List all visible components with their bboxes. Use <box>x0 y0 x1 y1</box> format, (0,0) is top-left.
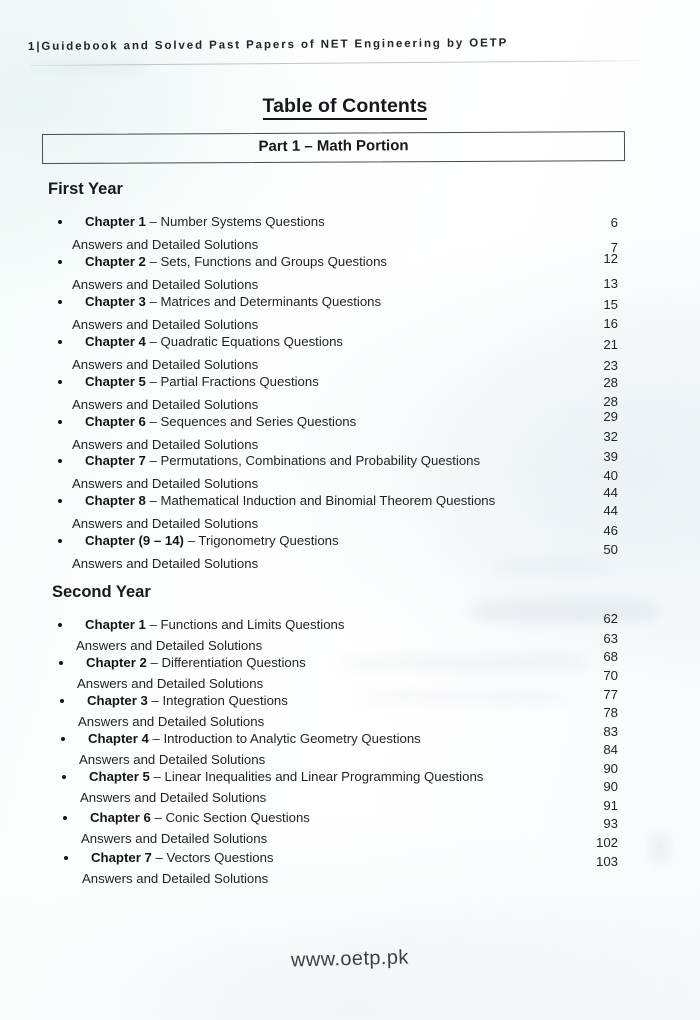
toc-page-number: 68 <box>603 649 618 664</box>
toc-page-number: 23 <box>603 358 618 373</box>
toc-entry-label <box>90 810 310 825</box>
toc-entry-chapter: Chapter 6 <box>90 810 151 825</box>
bullet-icon <box>58 420 62 424</box>
toc-entry[interactable] <box>58 254 387 269</box>
bullet-icon <box>58 260 62 264</box>
toc-entry-label <box>85 214 325 229</box>
toc-entry-topic: – Sets, Functions and Groups Questions <box>145 254 387 269</box>
toc-page-number: 62 <box>603 611 618 626</box>
bullet-icon <box>62 775 66 779</box>
toc-page-number: 50 <box>603 542 618 557</box>
toc-entry-topic: – Quadratic Equations Questions <box>145 334 344 349</box>
footer-website: www.oetp.pk <box>290 946 410 972</box>
toc-page-number: 28 <box>603 375 618 390</box>
bullet-icon <box>58 340 62 344</box>
toc-page-number: 90 <box>603 779 618 794</box>
toc-entry-answers-label[interactable]: Answers and Detailed Solutions <box>72 476 259 491</box>
bullet-icon <box>58 539 62 543</box>
toc-page-number: 103 <box>595 854 618 869</box>
toc-entry-answers-label[interactable]: Answers and Detailed Solutions <box>77 676 264 691</box>
toc-page-number: 39 <box>603 449 618 464</box>
scan-bleed-smudge <box>360 690 570 704</box>
toc-entry-answers-label[interactable]: Answers and Detailed Solutions <box>72 317 259 332</box>
toc-entry-label <box>85 493 495 508</box>
toc-page-number: 29 <box>603 409 618 424</box>
toc-entry[interactable] <box>63 810 310 825</box>
toc-page-number: 40 <box>603 468 618 483</box>
toc-entry-chapter: Chapter 8 <box>85 493 146 508</box>
toc-entry-chapter: Chapter 6 <box>85 414 146 429</box>
page-footer <box>0 948 700 971</box>
toc-page-number: 44 <box>603 503 618 518</box>
toc-entry-chapter: Chapter 5 <box>85 374 146 389</box>
toc-entry-answers-label[interactable]: Answers and Detailed Solutions <box>72 237 259 252</box>
running-header <box>28 36 648 53</box>
toc-entry-answers-label[interactable]: Answers and Detailed Solutions <box>82 871 269 886</box>
toc-page-number: 15 <box>603 297 618 312</box>
section-heading: Second Year <box>52 583 151 601</box>
toc-page-number: 6 <box>610 215 618 230</box>
bullet-icon <box>60 699 64 703</box>
toc-entry[interactable] <box>58 374 319 389</box>
toc-page-number: 32 <box>603 429 618 444</box>
bullet-icon <box>58 220 62 224</box>
toc-entry-label <box>86 655 306 670</box>
toc-entry-label <box>91 850 274 865</box>
toc-entry[interactable] <box>59 655 306 670</box>
bullet-icon <box>58 459 62 463</box>
scan-bleed-smudge <box>30 60 150 74</box>
toc-page-number: 44 <box>603 485 618 500</box>
toc-entry-label <box>85 617 344 632</box>
toc-entry[interactable] <box>58 214 325 229</box>
toc-entry-topic: – Number Systems Questions <box>145 214 325 229</box>
toc-entry-chapter: Chapter 1 <box>85 214 146 229</box>
part-banner-label: Part 1 – Math Portion <box>258 137 409 155</box>
toc-entry-answers-label[interactable]: Answers and Detailed Solutions <box>72 556 259 571</box>
toc-page-number: 70 <box>603 668 618 683</box>
toc-entry-label <box>85 414 356 429</box>
scan-bleed-smudge <box>470 600 660 622</box>
toc-entry-answers-label[interactable]: Answers and Detailed Solutions <box>80 790 267 805</box>
toc-entry[interactable] <box>61 731 421 746</box>
toc-entry-topic: – Trigonometry Questions <box>183 533 339 548</box>
toc-entry-answers-label[interactable]: Answers and Detailed Solutions <box>78 714 265 729</box>
toc-entry-chapter: Chapter 5 <box>89 769 150 784</box>
toc-entry-chapter: Chapter 7 <box>85 453 146 468</box>
toc-entry[interactable] <box>58 533 339 548</box>
toc-entry[interactable] <box>60 693 288 708</box>
bullet-icon <box>58 380 62 384</box>
bullet-icon <box>58 499 62 503</box>
toc-entry[interactable] <box>58 294 381 309</box>
toc-entry-topic: – Vectors Questions <box>151 850 274 865</box>
bullet-icon <box>64 856 68 860</box>
toc-page-number: 91 <box>603 798 618 813</box>
toc-entry-answers-label[interactable]: Answers and Detailed Solutions <box>72 397 259 412</box>
toc-entry-topic: – Integration Questions <box>147 693 288 708</box>
toc-entry[interactable] <box>64 850 274 865</box>
toc-entry-chapter: Chapter (9 – 14) <box>85 533 184 548</box>
toc-entry[interactable] <box>58 493 495 508</box>
toc-entry-label <box>85 254 387 269</box>
toc-entry-chapter: Chapter 4 <box>85 334 146 349</box>
toc-entry[interactable] <box>58 453 480 468</box>
toc-page-number: 46 <box>603 523 618 538</box>
page-title-text: Table of Contents <box>263 95 428 120</box>
toc-entry-topic: – Conic Section Questions <box>150 810 310 825</box>
bullet-icon <box>63 816 67 820</box>
toc-entry-topic: – Mathematical Induction and Binomial Theorem Questions <box>145 493 496 508</box>
section-heading: First Year <box>48 180 123 198</box>
toc-entry-label <box>89 769 483 784</box>
toc-page-number: 63 <box>603 631 618 646</box>
bullet-icon <box>61 737 65 741</box>
toc-entry-answers-label[interactable]: Answers and Detailed Solutions <box>72 277 259 292</box>
scan-bleed-smudge <box>340 655 590 671</box>
toc-entry-chapter: Chapter 1 <box>85 617 146 632</box>
part-banner-box <box>42 131 625 164</box>
toc-page-number: 21 <box>603 337 618 352</box>
toc-entry-topic: – Permutations, Combinations and Probability Questions <box>145 453 481 468</box>
toc-entry-label <box>88 731 421 746</box>
running-header-text: 1|Guidebook and Solved Past Papers of NET Engineering by OETP <box>27 37 509 53</box>
toc-page-number: 16 <box>603 316 618 331</box>
toc-entry-chapter: Chapter 3 <box>87 693 148 708</box>
header-divider <box>30 60 642 66</box>
toc-entry-answers-label[interactable]: Answers and Detailed Solutions <box>76 638 263 653</box>
toc-page-number: 90 <box>603 761 618 776</box>
bullet-icon <box>58 623 62 627</box>
toc-entry-label <box>85 374 319 389</box>
toc-entry-answers-label[interactable]: Answers and Detailed Solutions <box>81 831 268 846</box>
toc-entry-chapter: Chapter 2 <box>85 254 146 269</box>
scan-bleed-smudge <box>655 835 665 861</box>
toc-page-number: 77 <box>603 687 618 702</box>
toc-entry-answers-label[interactable]: Answers and Detailed Solutions <box>72 357 259 372</box>
toc-entry-chapter: Chapter 7 <box>91 850 152 865</box>
toc-entry-chapter: Chapter 4 <box>88 731 149 746</box>
toc-entry[interactable] <box>58 617 344 632</box>
toc-page-number: 102 <box>595 835 618 850</box>
toc-entry-answers-label[interactable]: Answers and Detailed Solutions <box>72 516 259 531</box>
toc-page-number: 28 <box>603 394 618 409</box>
toc-entry-topic: – Linear Inequalities and Linear Programming Questions <box>149 769 484 784</box>
toc-entry[interactable] <box>58 414 356 429</box>
bullet-icon <box>59 661 63 665</box>
toc-entry-topic: – Introduction to Analytic Geometry Questions <box>148 731 421 746</box>
bullet-icon <box>58 300 62 304</box>
page-title <box>0 95 690 118</box>
toc-page-number: 12 <box>603 251 618 266</box>
toc-page-number: 83 <box>603 724 618 739</box>
toc-entry-label <box>87 693 288 708</box>
toc-entry[interactable] <box>58 334 343 349</box>
toc-entry-label <box>85 294 381 309</box>
toc-entry-answers-label[interactable]: Answers and Detailed Solutions <box>72 437 259 452</box>
toc-entry-topic: – Functions and Limits Questions <box>145 617 345 632</box>
toc-entry[interactable] <box>62 769 483 784</box>
toc-entry-label <box>85 533 339 548</box>
toc-entry-topic: – Matrices and Determinants Questions <box>145 294 382 309</box>
toc-page-number: 7 <box>610 240 618 255</box>
toc-entry-topic: – Sequences and Series Questions <box>145 414 357 429</box>
toc-page-number: 78 <box>603 705 618 720</box>
toc-page-number: 84 <box>603 742 618 757</box>
toc-entry-chapter: Chapter 3 <box>85 294 146 309</box>
toc-entry-label <box>85 334 343 349</box>
toc-entry-topic: – Partial Fractions Questions <box>145 374 319 389</box>
scan-bleed-smudge <box>490 560 610 574</box>
toc-entry-answers-label[interactable]: Answers and Detailed Solutions <box>79 752 266 767</box>
toc-page-number: 93 <box>603 816 618 831</box>
toc-entry-topic: – Differentiation Questions <box>146 655 306 670</box>
toc-page-number: 13 <box>603 276 618 291</box>
toc-entry-label <box>85 453 480 468</box>
toc-entry-chapter: Chapter 2 <box>86 655 147 670</box>
